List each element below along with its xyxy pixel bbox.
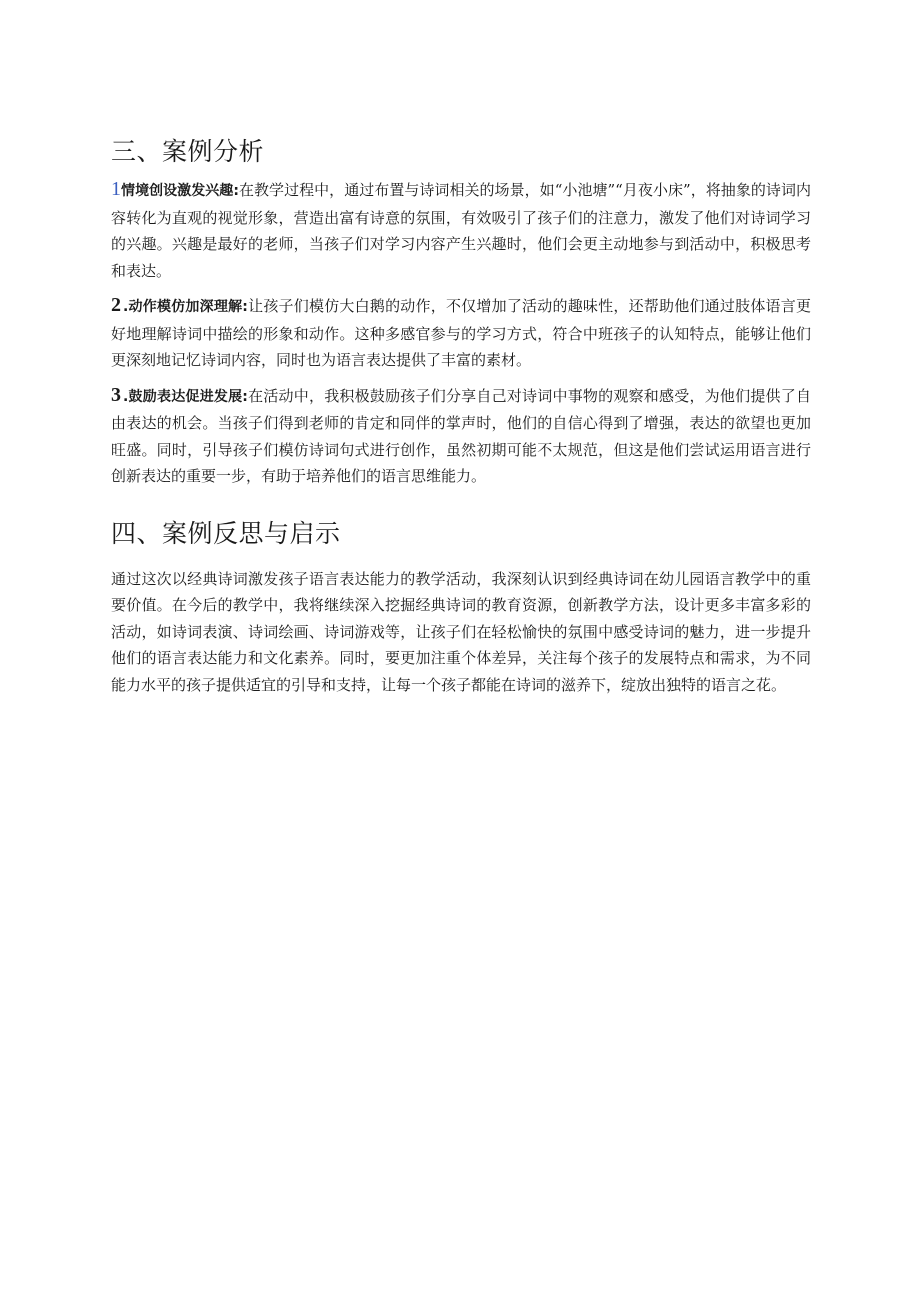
item-lead: .动作模仿加深理解: xyxy=(123,299,248,315)
section-3-heading: 三、案例分析 xyxy=(111,137,265,166)
item-text: 让孩子们模仿大白鹅的动作，不仅增加了活动的趣味性，还帮助他们通过肢体语言更好地理解诗词中描绘的形象和动作。这种多感官参与的学习方式，符合中班孩子的认知特点，能够让他们更深刻地记忆诗词内容，同时也为语言表达提供了丰富的素材。 xyxy=(111,297,811,369)
section-4-heading: 四、案例反思与启示 xyxy=(111,518,341,548)
analysis-item-2 xyxy=(111,292,811,374)
analysis-item-3 xyxy=(111,382,811,490)
item-lead: .鼓励表达促进发展: xyxy=(123,388,248,405)
item-lead: 情境创设激发兴趣: xyxy=(121,183,239,199)
analysis-item-1 xyxy=(111,176,811,284)
reflection-paragraph: 通过这次以经典诗词激发孩子语言表达能力的教学活动，我深刻认识到经典诗词在幼儿园语言教学中的重要价值。在今后的教学中，我将继续深入挖掘经典诗词的教育资源，创新教学方法，设计更多丰富多彩的活动，如诗词表演、诗词绘画、诗词游戏等，让孩子们在轻松愉快的氛围中感受诗词的魅力，进一步提升他们的语言表达能力和文化素养。同时，要更加注重个体差异，关注每个孩子的发展特点和需求，为不同能力水平的孩子提供适宜的引导和支持，让每一个孩子都能在诗词的滋养下，绽放出独特的语言之花。 xyxy=(111,569,811,694)
item-text: 在教学过程中，通过布置与诗词相关的场景，如“小池塘”“月夜小床”，将抽象的诗词内容转化为直观的视觉形象，营造出富有诗意的氛围，有效吸引了孩子们的注意力，激发了他们对诗词学习的兴趣。兴趣是最好的老师，当孩子们对学习内容产生兴趣时，他们会更主动地参与到活动中，积极思考和表达。 xyxy=(111,181,811,280)
item-number: 3 xyxy=(111,383,121,406)
item-text: 在活动中，我积极鼓励孩子们分享自己对诗词中事物的观察和感受，为他们提供了自由表达的机会。当孩子们得到老师的肯定和同伴的掌声时，他们的自信心得到了增强，表达的欲望也更加旺盛。同时，引导孩子们模仿诗词句式进行创作，虽然初期可能不太规范，但这是他们尝试运用语言进行创新表达的重要一步，有助于培养他们的语言思维能力。 xyxy=(111,386,811,485)
document-page xyxy=(111,128,811,698)
item-number: 1 xyxy=(111,178,121,200)
item-number: 2 xyxy=(111,294,121,316)
